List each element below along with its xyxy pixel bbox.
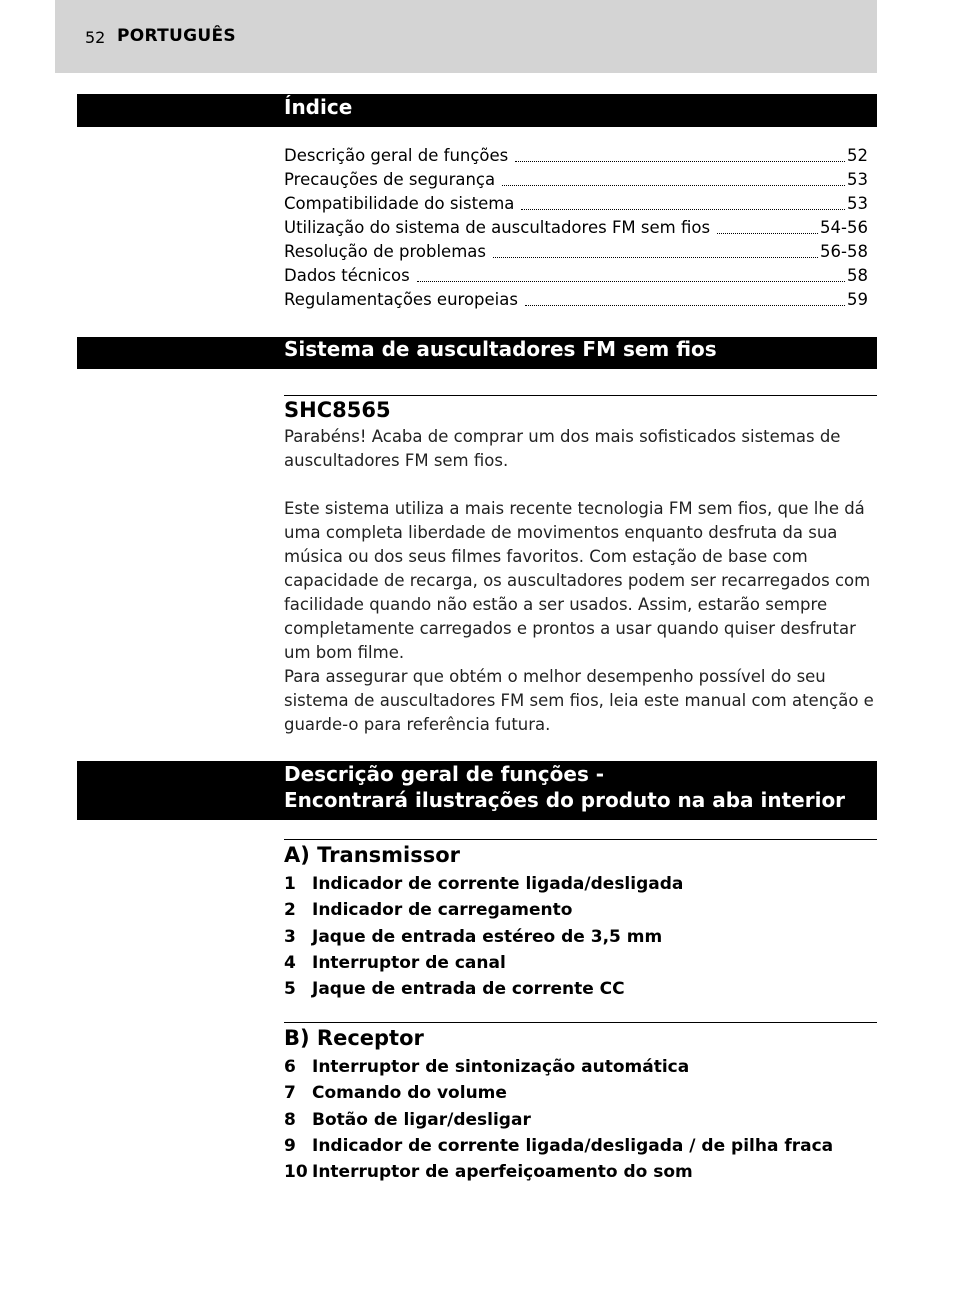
item-number: 7 — [284, 1083, 296, 1104]
intro-paragraph: Este sistema utiliza a mais recente tecnologia FM sem fios, que lhe dá uma completa liberdade de movimentos enquanto desfruta da sua música ou dos seus filmes favoritos. Com estação de base com capacidade de recarga, os auscultadores podem ser recarregados com facilidade quando não estão a ser usados. Assim, estarão sempre completamente carregados e prontos a usar quando quiser desfrutar um bom filme. — [284, 499, 871, 662]
list-item — [284, 976, 876, 1002]
item-number: 1 — [284, 874, 296, 894]
list-item — [284, 1080, 876, 1106]
transmitter-parts-list — [284, 871, 876, 1002]
divider — [284, 839, 877, 840]
dot-leader — [521, 208, 845, 210]
table-of-contents — [284, 144, 868, 312]
toc-entry[interactable] — [284, 168, 868, 192]
item-number: 6 — [284, 1057, 296, 1077]
toc-entry[interactable] — [284, 192, 868, 216]
receiver-parts-list — [284, 1054, 876, 1185]
item-number: 4 — [284, 952, 296, 973]
functions-title-line2: Encontrará ilustrações do produto na aba interior — [284, 788, 846, 812]
divider — [284, 395, 877, 396]
item-label: Jaque de entrada estéreo de 3,5 mm — [312, 926, 663, 947]
item-number: 5 — [284, 979, 296, 1000]
page-number: 52 — [85, 28, 106, 47]
toc-entry[interactable] — [284, 240, 868, 264]
toc-entry-label: Resolução de problemas — [284, 242, 486, 261]
toc-entry-page: 52 — [847, 146, 868, 165]
toc-entry[interactable] — [284, 288, 868, 312]
list-item — [284, 1159, 876, 1185]
list-item — [284, 1054, 876, 1080]
dot-leader — [417, 280, 845, 282]
toc-entry-label: Utilização do sistema de auscultadores FM sem fios — [284, 218, 711, 237]
item-label: Jaque de entrada de corrente CC — [312, 979, 625, 1000]
list-item — [284, 871, 876, 897]
toc-entry-page: 54-56 — [820, 218, 868, 237]
toc-entry-label: Descrição geral de funções — [284, 146, 509, 165]
intro-section-title: Sistema de auscultadores FM sem fios — [284, 337, 717, 361]
item-label: Interruptor de sintonização automática — [312, 1057, 690, 1077]
intro-paragraph: Parabéns! Acaba de comprar um dos mais sofisticados sistemas de auscultadores FM sem fios. — [284, 427, 841, 470]
functions-title-bar — [77, 761, 877, 820]
language-label: PORTUGUÊS — [117, 26, 236, 46]
intro-paragraph: Para assegurar que obtém o melhor desempenho possível do seu sistema de auscultadores FM sem fios, leia este manual com atenção e guarde-o para referência futura. — [284, 667, 874, 734]
toc-entry-page: 53 — [847, 170, 868, 189]
receiver-title: B) Receptor — [284, 1026, 424, 1050]
toc-entry[interactable] — [284, 216, 868, 240]
item-number: 9 — [284, 1135, 296, 1156]
toc-entry-label: Compatibilidade do sistema — [284, 194, 515, 213]
list-item — [284, 924, 876, 950]
toc-entry-page: 59 — [847, 290, 868, 309]
list-item — [284, 1133, 876, 1159]
page-header — [55, 0, 877, 73]
list-item — [284, 950, 876, 976]
model-title: SHC8565 — [284, 398, 391, 422]
item-label: Botão de ligar/desligar — [312, 1109, 531, 1130]
item-number: 2 — [284, 900, 296, 921]
toc-title-bar — [77, 94, 877, 127]
functions-section-title — [284, 761, 845, 813]
transmitter-title: A) Transmissor — [284, 843, 461, 867]
item-number: 8 — [284, 1109, 296, 1130]
dot-leader — [525, 304, 845, 306]
toc-entry-page: 53 — [847, 194, 868, 213]
item-label: Indicador de carregamento — [312, 900, 573, 921]
list-item — [284, 1107, 876, 1133]
item-label: Interruptor de canal — [312, 952, 506, 973]
toc-entry-label: Regulamentações europeias — [284, 290, 518, 309]
toc-title: Índice — [284, 95, 353, 119]
toc-entry-label: Precauções de segurança — [284, 170, 496, 189]
toc-entry-page: 56-58 — [820, 242, 868, 261]
list-item — [284, 897, 876, 923]
toc-entry-page: 58 — [847, 266, 868, 285]
dot-leader — [515, 160, 845, 162]
toc-entry-label: Dados técnicos — [284, 266, 410, 285]
intro-title-bar — [77, 337, 877, 369]
item-number: 3 — [284, 926, 296, 947]
item-label: Indicador de corrente ligada/desligada — [312, 874, 684, 894]
toc-entry[interactable] — [284, 264, 868, 288]
dot-leader — [502, 184, 845, 186]
item-label: Interruptor de aperfeiçoamento do som — [312, 1162, 693, 1183]
item-label: Comando do volume — [312, 1083, 507, 1104]
functions-title-line1: Descrição geral de funções - — [284, 762, 605, 786]
item-label: Indicador de corrente ligada/desligada / de pilha fraca — [312, 1135, 834, 1156]
divider — [284, 1022, 877, 1023]
item-number: 10 — [284, 1162, 308, 1183]
dot-leader — [493, 256, 818, 258]
toc-entry[interactable] — [284, 144, 868, 168]
dot-leader — [717, 232, 818, 234]
